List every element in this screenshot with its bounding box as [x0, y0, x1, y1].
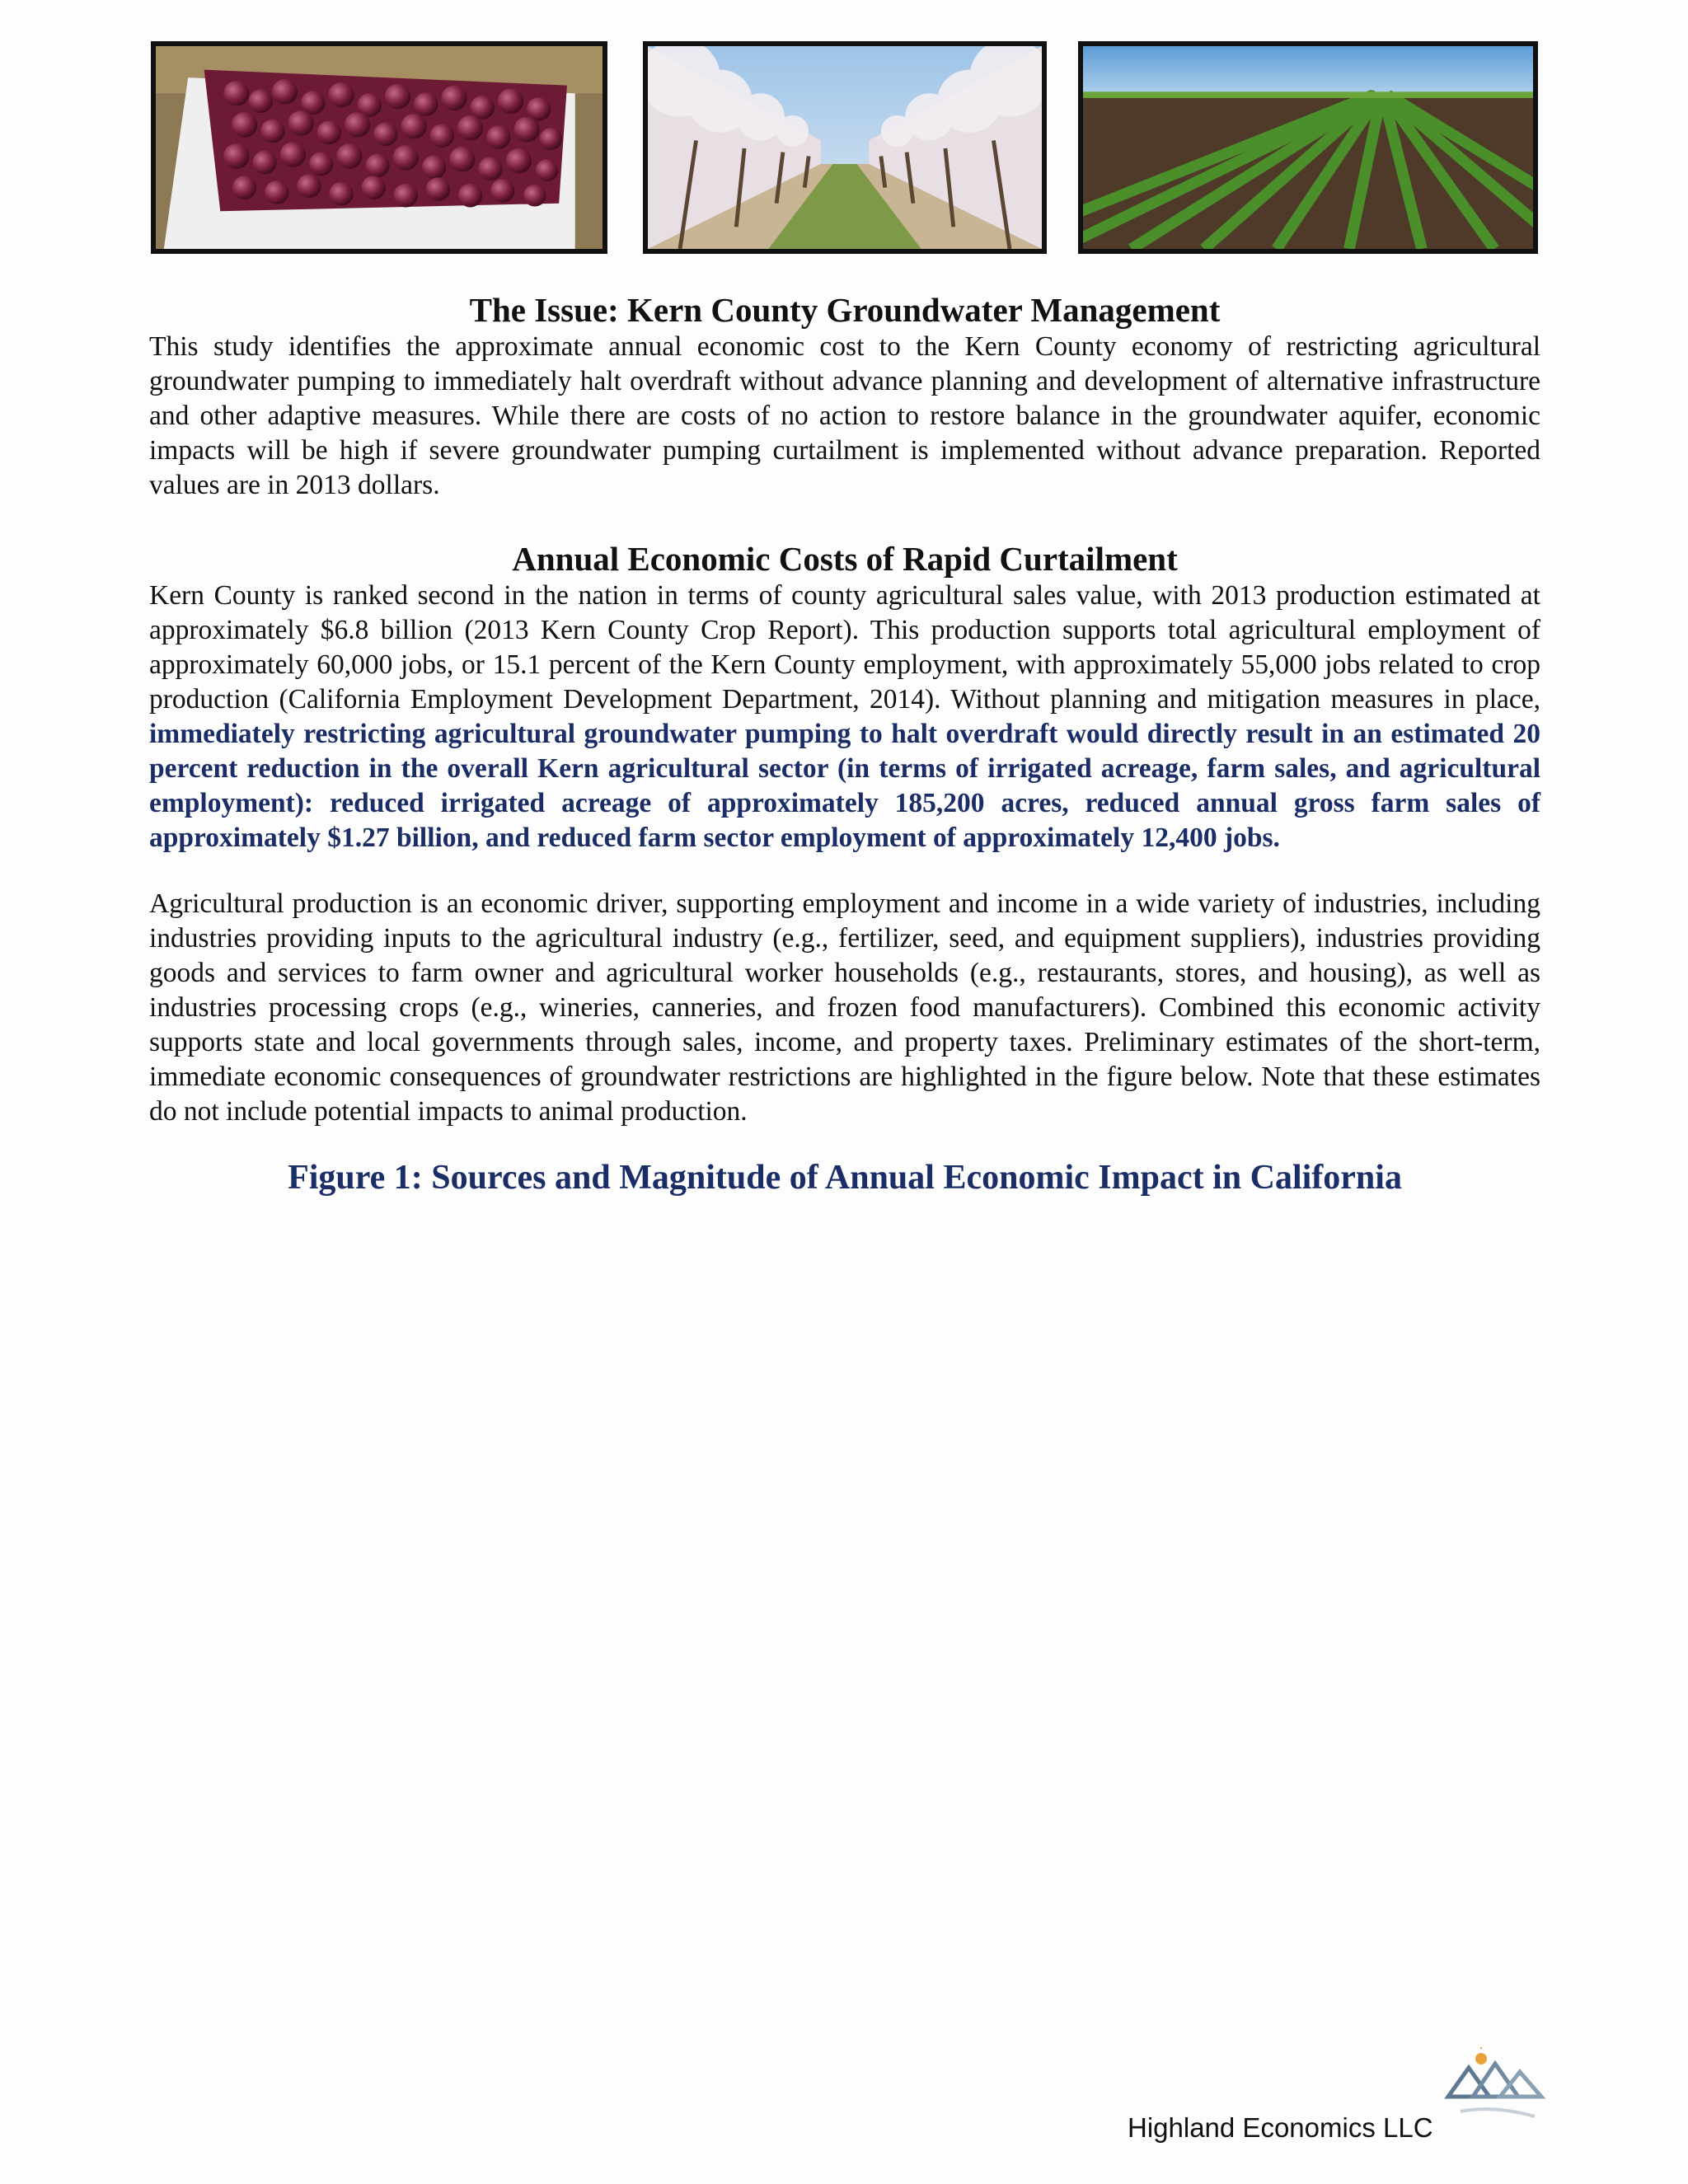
issue-heading: The Issue: Kern County Groundwater Management — [469, 291, 1221, 329]
company-name: Highland Economics LLC — [1128, 2112, 1433, 2143]
almond-orchard-photo — [643, 41, 1047, 254]
crop-field-photo — [1078, 41, 1538, 254]
costs-paragraph — [149, 579, 1540, 855]
costs-heading: Annual Economic Costs of Rapid Curtailment — [512, 540, 1178, 578]
costs-paragraph-text: Kern County is ranked second in the nation in terms of county agricultural sales value, with 2013 production estimated at approximately $6.8 billion (2013 Kern County Crop Report). This production supports total agricultural employment of approximately 60,000 jobs, or 15.1 percent of the Kern County employment, with approximately 55,000 jobs related to crop production (California Employment Development Department, 2014). Without planning and mitigation measures in place, — [149, 580, 1540, 715]
grapes-photo — [151, 41, 607, 254]
costs-paragraph-emphasis: immediately restricting agricultural groundwater pumping to halt overdraft would directly result in an estimated 20 percent reduction in the overall Kern agricultural sector (in terms of irrigated acreage, farm sales, and agricultural employment): reduced irrigated acreage of approximately 185,200 acres, reduced annual gross farm sales of approximately $1.27 billion, and reduced farm sector employment of approximately 12,400 jobs. — [149, 719, 1540, 853]
driver-paragraph: Agricultural production is an economic driver, supporting employment and income in a wide variety of industries, including industries providing inputs to the agricultural industry (e.g., fertilizer, seed, and equipment suppliers), industries providing goods and services to farm owner and agricultural worker households (e.g., restaurants, stores, and housing), as well as industries processing crops (e.g., wineries, canneries, and frozen food manufacturers). Combined this economic activity supports state and local governments through sales, income, and property taxes. Preliminary estimates of the short-term, immediate economic consequences of groundwater restrictions are highlighted in the figure below. Note that these estimates do not include potential impacts to animal production. — [149, 888, 1540, 1127]
figure-caption: Figure 1: Sources and Magnitude of Annual Economic Impact in California — [288, 1159, 1402, 1197]
mountains-sun-logo — [1444, 2047, 1551, 2130]
main-content — [149, 290, 1540, 1198]
issue-paragraph: This study identifies the approximate annual economic cost to the Kern County economy of restricting agricultural groundwater pumping to immediately halt overdraft without advance planning and development of alternative infrastructure and other adaptive measures. While there are costs of no action to restore balance in the groundwater aquifer, economic impacts will be high if severe groundwater pumping curtailment is implemented without advance preparation. Reported values are in 2013 dollars. — [149, 331, 1540, 500]
